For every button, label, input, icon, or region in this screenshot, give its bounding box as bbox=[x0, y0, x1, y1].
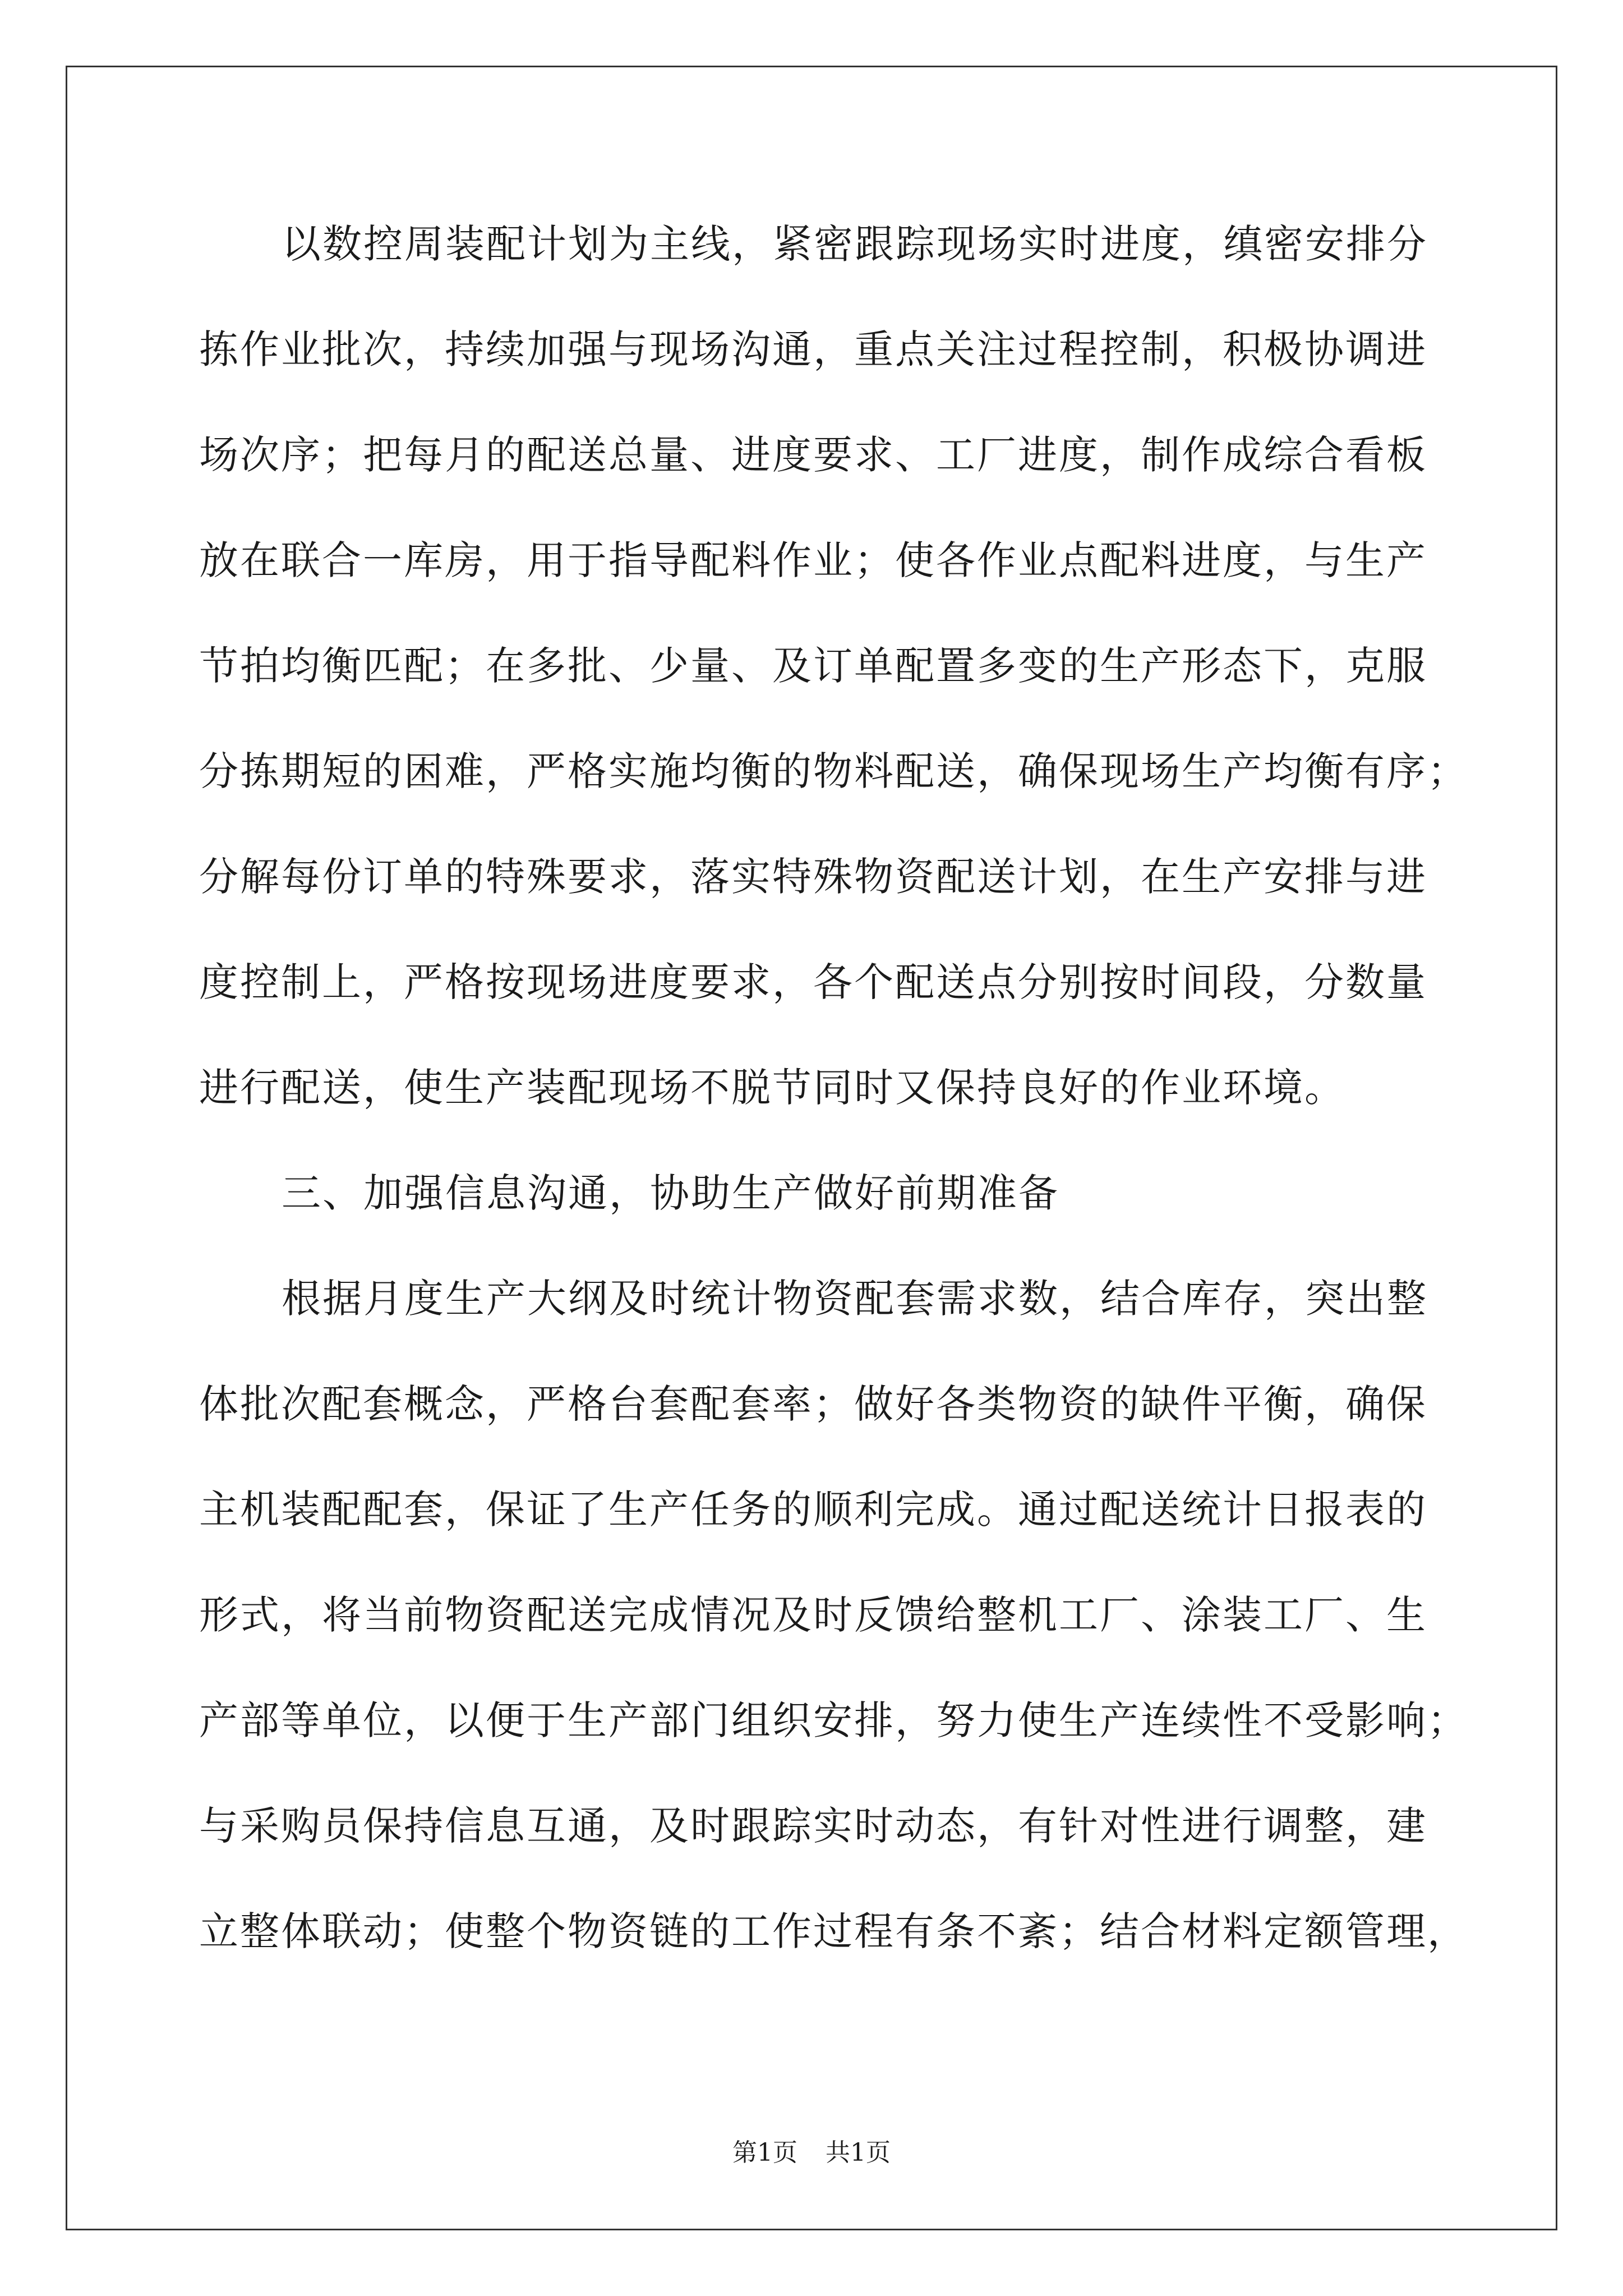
paragraph-line: 节拍均衡匹配；在多批、少量、及订单配置多变的生产形态下，克服 bbox=[199, 643, 1427, 689]
paragraph-line: 主机装配配套，保证了生产任务的顺利完成。通过配送统计日报表的 bbox=[199, 1487, 1427, 1533]
paragraph-line: 分解每份订单的特殊要求，落实特殊物资配送计划，在生产安排与进 bbox=[199, 854, 1427, 900]
paragraph-line: 进行配送，使生产装配现场不脱节同时又保持良好的作业环境。 bbox=[199, 1065, 1345, 1111]
document-body bbox=[199, 213, 1468, 2006]
paragraph-line: 拣作业批次，持续加强与现场沟通，重点关注过程控制，积极协调进 bbox=[199, 326, 1427, 372]
paragraph-line: 立整体联动；使整个物资链的工作过程有条不紊；结合材料定额管理， bbox=[199, 1908, 1468, 1954]
paragraph-line: 与采购员保持信息互通，及时跟踪实时动态，有针对性进行调整，建 bbox=[199, 1803, 1427, 1849]
paragraph-line: 体批次配套概念，严格台套配套率；做好各类物资的缺件平衡，确保 bbox=[199, 1381, 1427, 1427]
paragraph-line: 根据月度生产大纲及时统计物资配套需求数，结合库存，突出整 bbox=[282, 1276, 1428, 1322]
paragraph-line: 放在联合一库房，用于指导配料作业；使各作业点配料进度，与生产 bbox=[199, 537, 1427, 583]
paragraph-line: 分拣期短的困难，严格实施均衡的物料配送，确保现场生产均衡有序； bbox=[199, 748, 1468, 794]
paragraph-line: 场次序；把每月的配送总量、进度要求、工厂进度，制作成综合看板 bbox=[199, 432, 1427, 478]
section-heading: 三、加强信息沟通，协助生产做好前期准备 bbox=[282, 1170, 1059, 1216]
paragraph-line: 形式，将当前物资配送完成情况及时反馈给整机工厂、涂装工厂、生 bbox=[199, 1592, 1427, 1638]
page-number-total: 共1页 bbox=[826, 2138, 891, 2167]
paragraph-line: 产部等单位，以便于生产部门组织安排，努力使生产连续性不受影响； bbox=[199, 1697, 1468, 1743]
page-footer bbox=[0, 2136, 1623, 2170]
page-number-current: 第1页 bbox=[732, 2138, 797, 2167]
paragraph-line: 度控制上，严格按现场进度要求，各个配送点分别按时间段，分数量 bbox=[199, 959, 1427, 1005]
paragraph-line: 以数控周装配计划为主线，紧密跟踪现场实时进度，缜密安排分 bbox=[282, 221, 1428, 267]
